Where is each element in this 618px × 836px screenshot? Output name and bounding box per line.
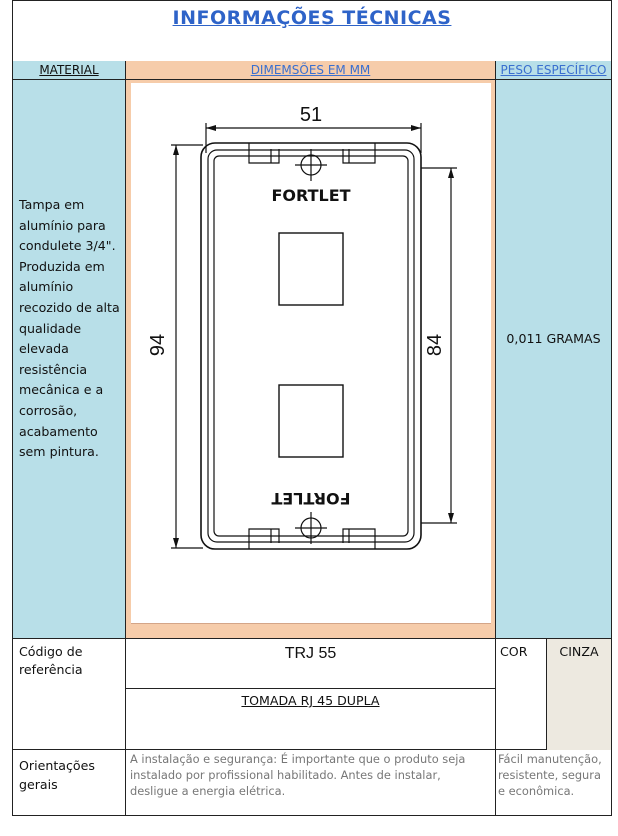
plate-inner-outline bbox=[214, 156, 408, 536]
color-value-cell bbox=[547, 639, 611, 750]
inner-height-dimension-text: 84 bbox=[424, 333, 446, 357]
orientation-notes-cell bbox=[496, 750, 611, 815]
arrow-width-right bbox=[411, 125, 421, 131]
material-column bbox=[13, 61, 126, 638]
arrow-inner-bottom bbox=[448, 513, 454, 523]
drawing-svg bbox=[131, 83, 491, 623]
orientation-row bbox=[13, 750, 611, 815]
code-label-cell bbox=[13, 639, 126, 750]
rj45-opening-bottom bbox=[279, 385, 343, 457]
top-notch-path bbox=[249, 143, 375, 163]
orientation-notes: Fácil manutenção, resistente, segura e econômica. bbox=[498, 752, 602, 798]
dimensions-column bbox=[126, 61, 496, 638]
technical-sheet bbox=[12, 0, 612, 816]
height-dimension-text: 94 bbox=[147, 333, 169, 357]
weight-value: 0,011 GRAMAS bbox=[506, 331, 601, 346]
title-row bbox=[13, 1, 611, 62]
brand-label-bottom: FORTLET bbox=[271, 489, 351, 508]
arrow-width-left bbox=[206, 125, 216, 131]
arrow-height-top bbox=[173, 145, 179, 155]
code-value: TRJ 55 bbox=[284, 645, 337, 662]
rj45-opening-top bbox=[279, 233, 343, 305]
material-header: MATERIAL bbox=[13, 61, 125, 80]
material-description: Tampa em alumínio para condulete 3/4". Produzida em alumínio recozido de alta qualidade elevada resistência mecânica e a corrosão, acabamento sem pintura. bbox=[19, 197, 120, 460]
dimensions-header: DIMEMSÕES EM MM bbox=[126, 61, 495, 80]
arrow-inner-top bbox=[448, 168, 454, 178]
product-name: TOMADA RJ 45 DUPLA bbox=[241, 693, 380, 708]
brand-label-top: FORTLET bbox=[271, 186, 351, 205]
color-label-cell bbox=[496, 639, 547, 750]
width-dimension-text: 51 bbox=[299, 104, 323, 126]
plate-middle-outline bbox=[208, 150, 414, 542]
color-label: COR bbox=[500, 644, 528, 659]
code-label: Código de referência bbox=[19, 644, 83, 677]
code-value-cell bbox=[126, 639, 496, 750]
weight-header: PESO ESPECÍFICO bbox=[496, 61, 611, 80]
code-separator bbox=[126, 688, 495, 689]
code-row bbox=[13, 638, 611, 750]
technical-drawing bbox=[131, 83, 491, 624]
color-value: CINZA bbox=[559, 644, 599, 659]
arrow-height-bottom bbox=[173, 538, 179, 548]
orientation-label: Orientações gerais bbox=[19, 758, 95, 792]
bottom-notch-path bbox=[249, 529, 375, 549]
orientation-text: A instalação e segurança: É importante que o produto seja instalado por profissional habilitado. Antes de instalar, desligue a energia elétrica. bbox=[130, 752, 466, 798]
page-title: INFORMAÇÕES TÉCNICAS bbox=[172, 7, 452, 29]
weight-column bbox=[496, 61, 611, 638]
orientation-text-cell bbox=[126, 750, 496, 815]
orientation-label-cell bbox=[13, 750, 126, 815]
